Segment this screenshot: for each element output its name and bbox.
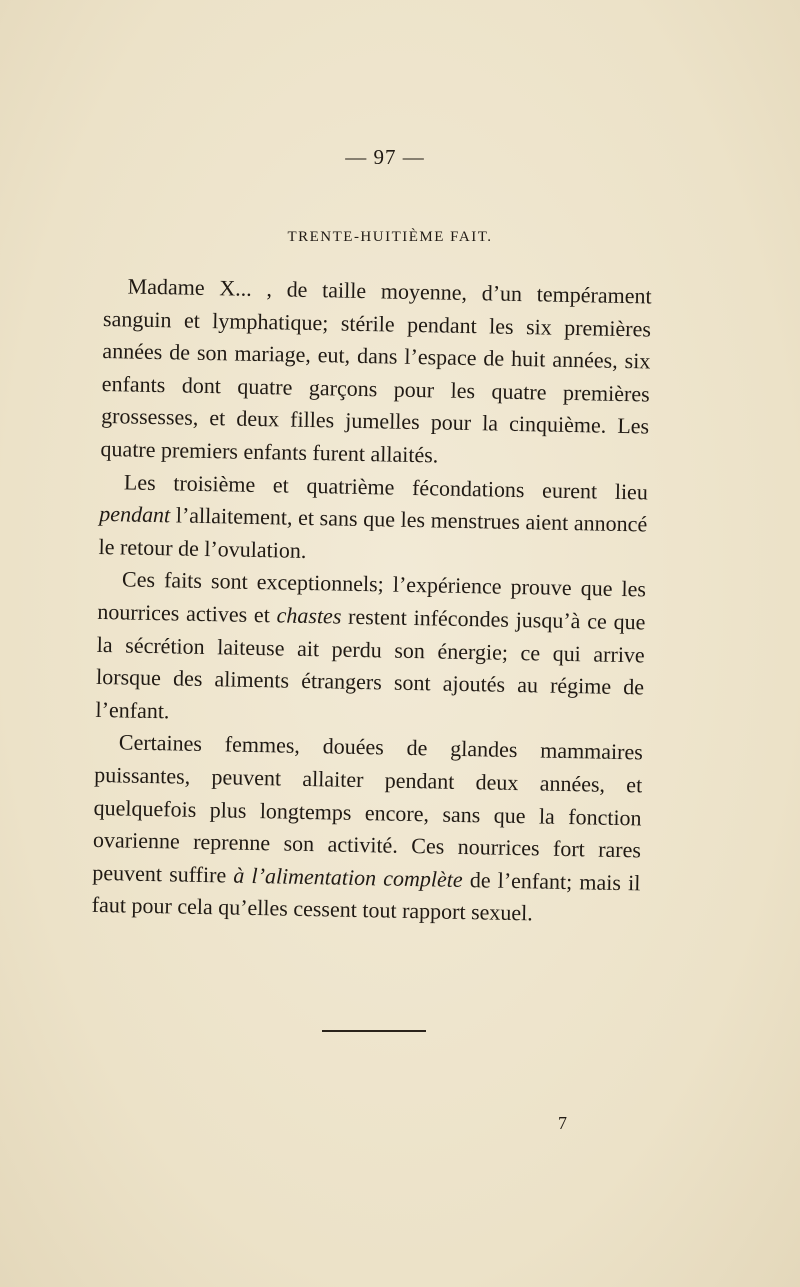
paragraph: [95, 563, 646, 736]
section-divider: [322, 1030, 426, 1032]
paragraph: [91, 726, 643, 932]
paragraph-text: l’allaitement, et sans que les menstrues aient annoncé le retour de l’ovulation.: [98, 502, 648, 563]
paragraph-text: Certaines femmes, douées de glandes mammaires puissantes, peuvent allaiter pendant deux années, et quelquefois plus longtemps encore, sans que la fonction ovarienne reprenne son activité. Ces nourrices fort rares peuvent suffire: [92, 729, 644, 888]
page-number: — 97 —: [345, 145, 425, 169]
section-heading: TRENTE-HUITIÈME FAIT.: [287, 229, 493, 245]
signature-mark: 7: [558, 1113, 567, 1133]
paragraph-text: Madame X... , de taille moyenne, d’un tempérament sanguin et lymphatique; stérile pendant les six premières années de son mariage, eut, dans l’espace de huit années, six enfants dont quatre garçons pour les quatre premières grossesses, et deux filles jumelles pour la cinquième. Les quatre premiers enfants furent allaités.: [100, 273, 652, 468]
italic-text: à l’alimentation complète: [233, 862, 463, 892]
paragraph-text: restent infécondes jusqu’à ce que la sécrétion laiteuse ait perdu son énergie; ce qui arrive lorsque des aliments étrangers sont ajoutés au régime de l’enfant.: [95, 603, 646, 724]
paragraph-text: de l’enfant; mais il faut pour cela qu’elles cessent tout rapport sexuel.: [91, 866, 641, 926]
italic-text: pendant: [99, 501, 171, 528]
body-text: [91, 270, 651, 932]
paragraph-text: Les troisième et quatrième fécondations eurent lieu: [123, 468, 649, 505]
paragraph-text: Ces faits sont exceptionnels; l’expérience prouve que les nourrices actives et: [97, 566, 647, 628]
paragraph: [98, 466, 648, 574]
italic-text: chastes: [276, 602, 342, 629]
paragraph: [100, 270, 652, 476]
